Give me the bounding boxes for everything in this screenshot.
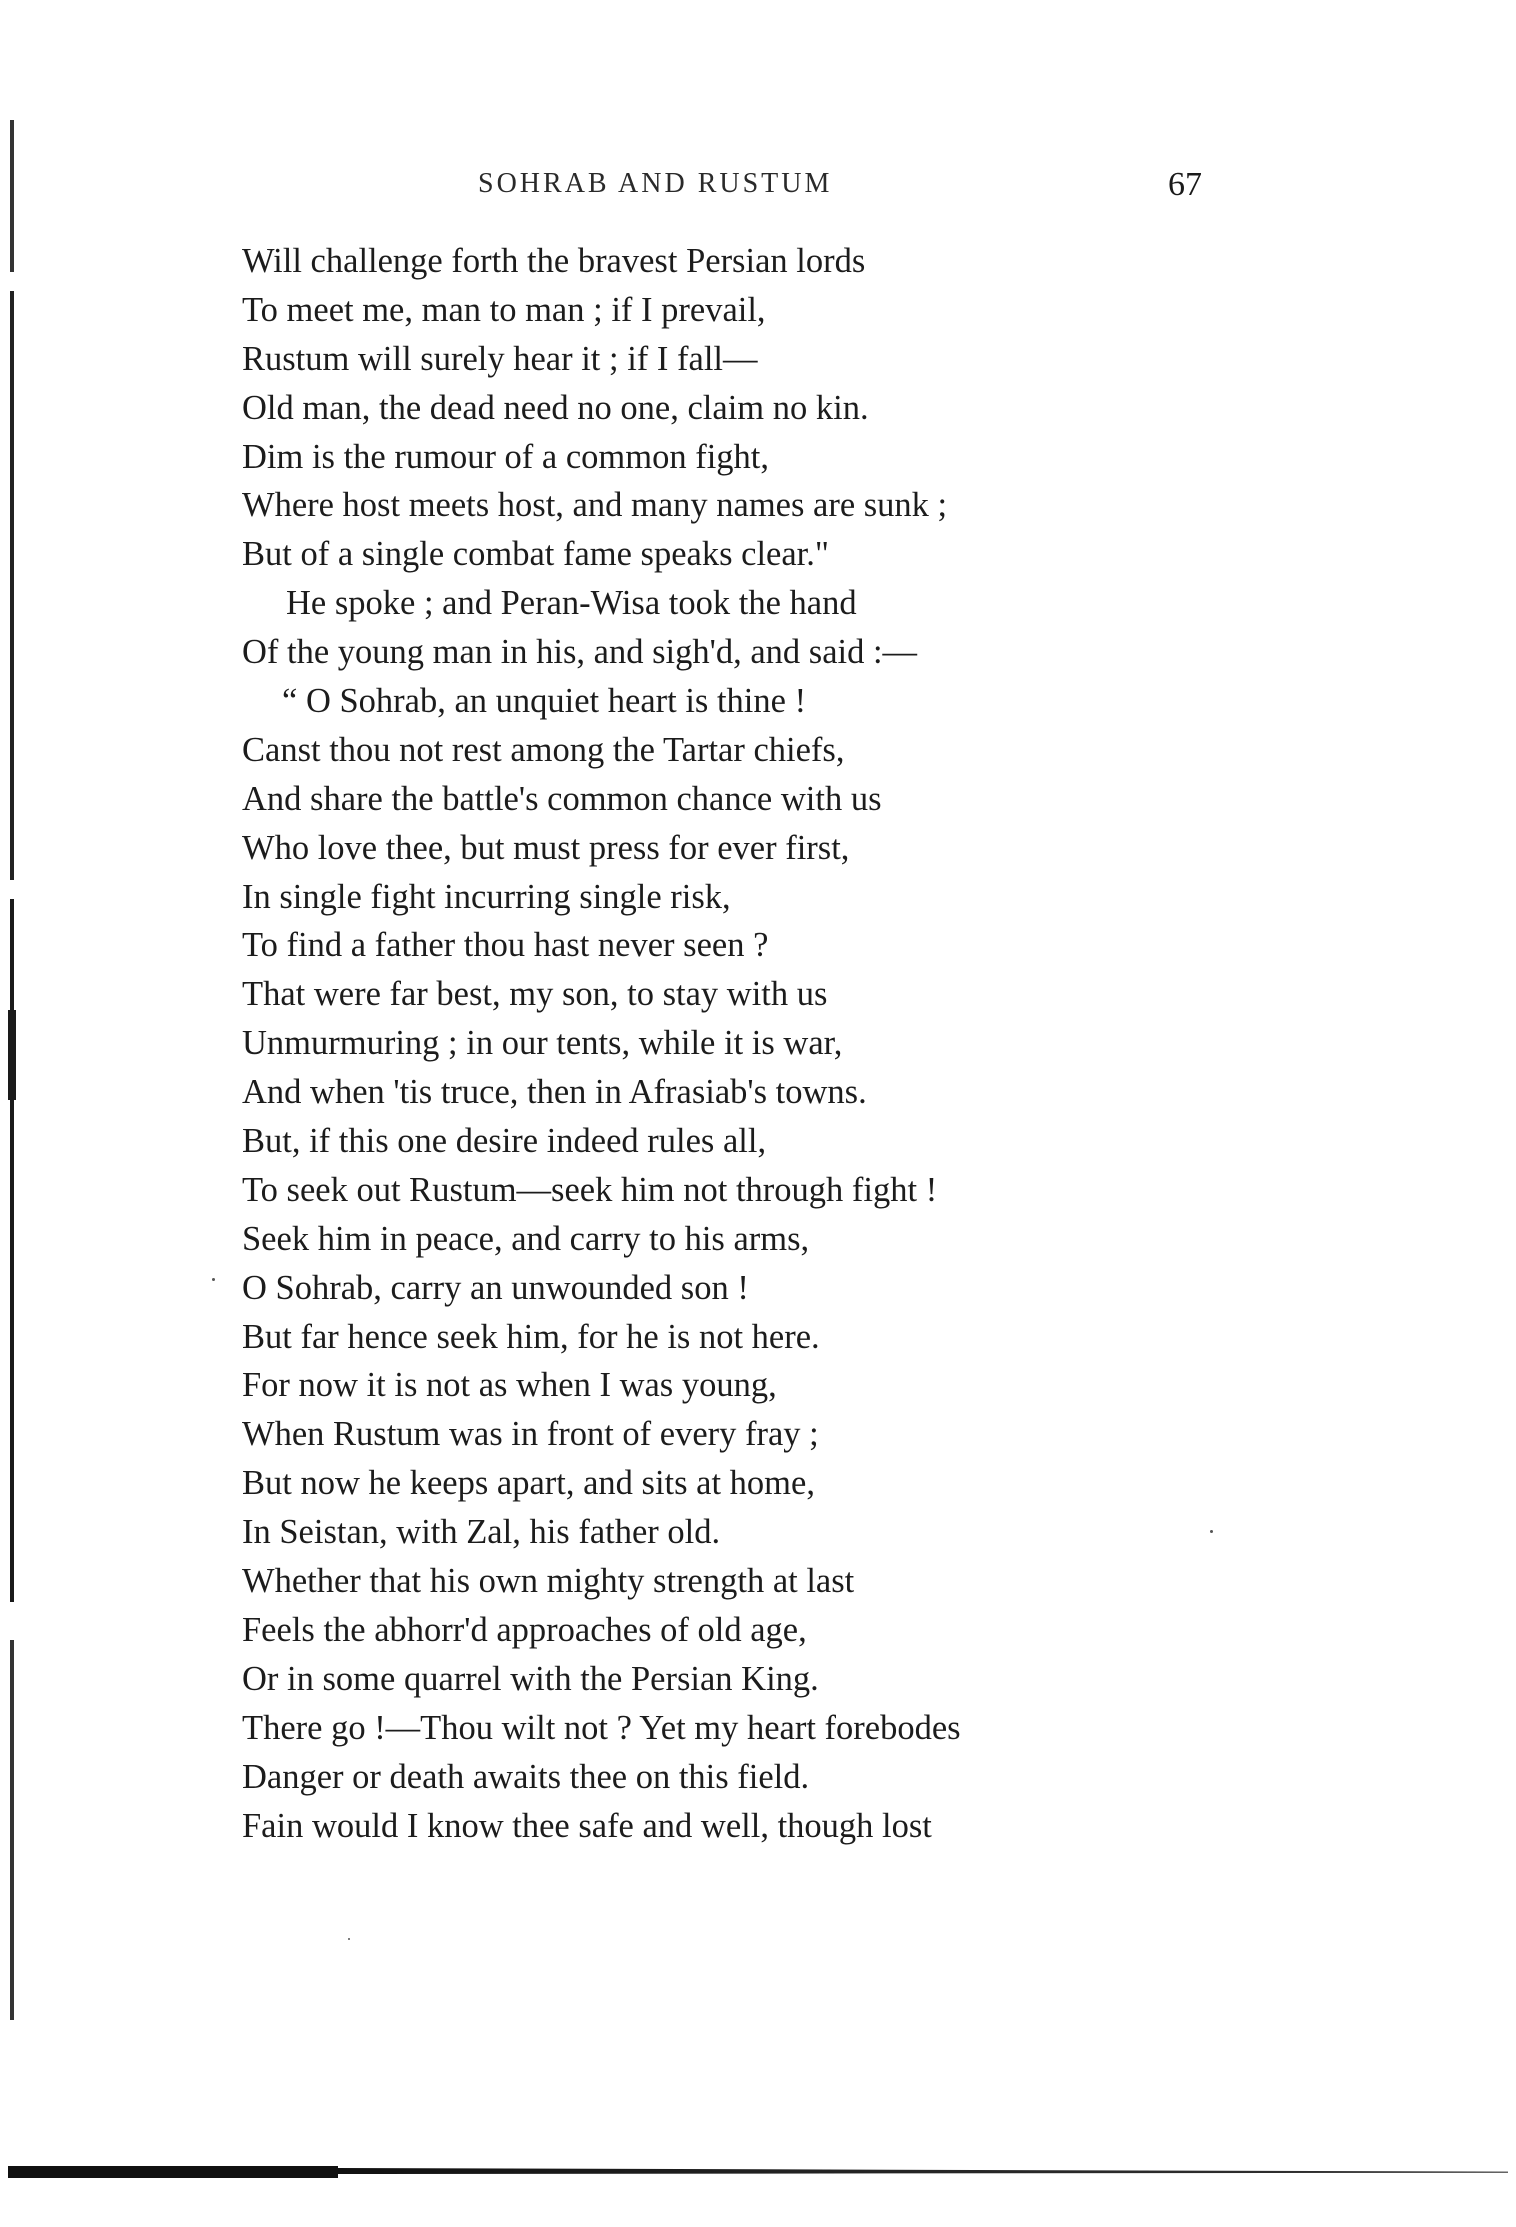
verse-line: Feels the abhorr'd approaches of old age, <box>242 1610 807 1649</box>
verse-line: To meet me, man to man ; if I prevail, <box>242 290 766 329</box>
verse-line: Canst thou not rest among the Tartar chiefs, <box>242 730 845 769</box>
verse-line: That were far best, my son, to stay with us <box>242 975 828 1014</box>
verse-line: He spoke ; and Peran-Wisa took the hand <box>286 584 857 623</box>
verse-line: There go !—Thou wilt not ? Yet my heart forebodes <box>242 1708 961 1747</box>
paper-speck <box>348 1938 350 1940</box>
bottom-rule-taper <box>338 2168 1508 2174</box>
verse-line: Dim is the rumour of a common fight, <box>242 437 770 476</box>
verse-line: Unmurmuring ; in our tents, while it is war, <box>242 1024 843 1063</box>
verse-line: Who love thee, but must press for ever first, <box>242 828 850 867</box>
verse-line: Rustum will surely hear it ; if I fall— <box>242 339 758 378</box>
verse-line: And share the battle's common chance with us <box>242 779 882 818</box>
verse-line: To find a father thou hast never seen ? <box>242 926 769 965</box>
binding-edge-mark <box>8 1010 16 1100</box>
running-head <box>230 168 1230 208</box>
verse-line: “ O Sohrab, an unquiet heart is thine ! <box>282 682 807 721</box>
verse-line: Fain would I know thee safe and well, though lost <box>242 1806 932 1845</box>
verse-line: For now it is not as when I was young, <box>242 1366 777 1405</box>
verse-line: Whether that his own mighty strength at last <box>242 1562 855 1601</box>
verse-line: In Seistan, with Zal, his father old. <box>242 1513 721 1552</box>
bottom-rule-thick <box>8 2166 338 2178</box>
running-title: SOHRAB AND RUSTUM <box>478 168 833 199</box>
paper-speck <box>1210 1530 1213 1533</box>
verse-line: Of the young man in his, and sigh'd, and said :— <box>242 633 918 672</box>
verse-line: In single fight incurring single risk, <box>242 877 731 916</box>
verse-line: When Rustum was in front of every fray ; <box>242 1415 819 1454</box>
verse-line: But of a single combat fame speaks clear." <box>242 535 829 574</box>
verse-line: But, if this one desire indeed rules all, <box>242 1122 767 1161</box>
verse-line: O Sohrab, carry an unwounded son ! <box>242 1268 749 1307</box>
verse-line: Or in some quarrel with the Persian King. <box>242 1659 819 1698</box>
verse-line: Seek him in peace, and carry to his arms, <box>242 1219 810 1258</box>
verse-line: And when 'tis truce, then in Afrasiab's towns. <box>242 1073 867 1112</box>
verse-block <box>242 237 1422 1850</box>
page-number: 67 <box>1168 166 1202 203</box>
paper-speck <box>212 1278 215 1281</box>
verse-line: Will challenge forth the bravest Persian lords <box>242 242 866 280</box>
verse-line: To seek out Rustum—seek him not through fight ! <box>242 1170 938 1209</box>
verse-line: Old man, the dead need no one, claim no kin. <box>242 388 869 427</box>
verse-line: But now he keeps apart, and sits at home, <box>242 1464 815 1503</box>
verse-line: But far hence seek him, for he is not here. <box>242 1317 820 1356</box>
verse-line: Danger or death awaits thee on this field. <box>242 1757 810 1796</box>
bottom-rule <box>8 2166 1508 2178</box>
verse-line: Where host meets host, and many names are sunk ; <box>242 486 948 525</box>
